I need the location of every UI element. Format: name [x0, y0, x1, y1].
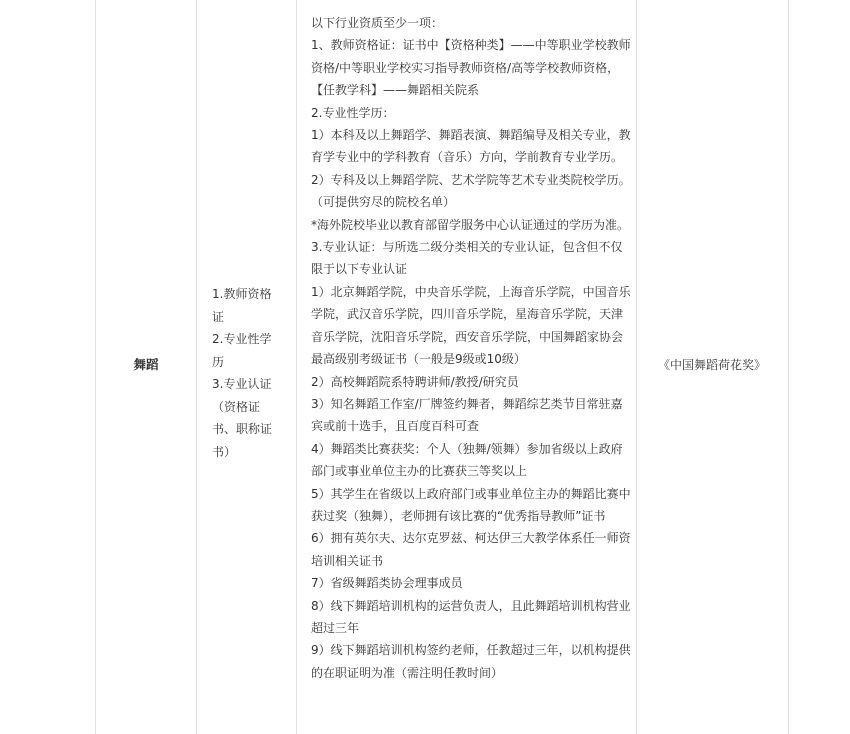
- category-cell: 舞蹈: [133, 357, 159, 372]
- table-border-right: [788, 0, 789, 734]
- requirement-line: 9）线下舞蹈培训机构签约老师，任教超过三年，以机构提供的在职证明为准（需注明任教时间）: [311, 643, 631, 680]
- requirement-line: 3.专业认证：与所选二级分类相关的专业认证，包含但不仅限于以下专业认证: [311, 240, 623, 277]
- requirement-line: 2.专业性学历：: [311, 105, 395, 120]
- requirement-line: 4）舞蹈类比赛获奖：个人（独舞/领舞）参加省级以上政府部门或事业单位主办的比赛获三等奖以上: [311, 441, 623, 479]
- qualification-types-cell: [212, 283, 282, 463]
- requirement-line: 3）知名舞蹈工作室/厂牌签约舞者，舞蹈综艺类节目常驻嘉宾或前十选手，且百度百科可查: [311, 396, 623, 434]
- requirement-line: 8）线下舞蹈培训机构的运营负责人，且此舞蹈培训机构营业超过三年: [311, 598, 631, 635]
- qualification-types-text: 1.教师资格证 2.专业性学历 3.专业认证（资格证书、职称证书）: [212, 287, 273, 459]
- award-cell: 《中国舞蹈荷花奖》: [657, 358, 766, 372]
- requirement-line: 1）本科及以上舞蹈学、舞蹈表演、舞蹈编导及相关专业，教育学专业中的学科教育（音乐）方向，学前教育专业学历。: [311, 128, 631, 165]
- requirements-cell: [311, 12, 631, 684]
- requirement-line: 1）北京舞蹈学院，中央音乐学院，上海音乐学院，中国音乐学院，武汉音乐学院，四川音乐学院，星海音乐学院，天津音乐学院，沈阳音乐学院，西安音乐学院，中国舞蹈家协会最高级别考级证书（一般是9级或10级）: [311, 284, 631, 367]
- requirement-line: 以下行业资质至少一项：: [311, 16, 444, 30]
- table-border-left-3: [296, 0, 297, 734]
- requirement-line: 5）其学生在省级以上政府部门或事业单位主办的舞蹈比赛中获过奖（独舞），老师拥有该比赛的“优秀指导教师”证书: [311, 486, 631, 523]
- requirement-line: 2）专科及以上舞蹈学院、艺术学院等艺术专业类院校学历。（可提供穷尽的院校名单）: [311, 172, 631, 210]
- requirement-line: 7）省级舞蹈类协会理事成员: [311, 576, 463, 591]
- requirement-line: 1、教师资格证：证书中【资格种类】——中等职业学校教师资格/中等职业学校实习指导教师资格/高等学校教师资格，【任教学科】——舞蹈相关院系: [311, 38, 631, 98]
- requirement-line: 2）高校舞蹈院系特聘讲师/教授/研究员: [311, 374, 519, 389]
- requirement-line: 6）拥有英尔夫、达尔克罗兹、柯达伊三大教学体系任一师资培训相关证书: [311, 531, 631, 568]
- requirement-line: *海外院校毕业以教育部留学服务中心认证通过的学历为准。: [311, 217, 630, 232]
- table-border-left-2: [196, 0, 197, 734]
